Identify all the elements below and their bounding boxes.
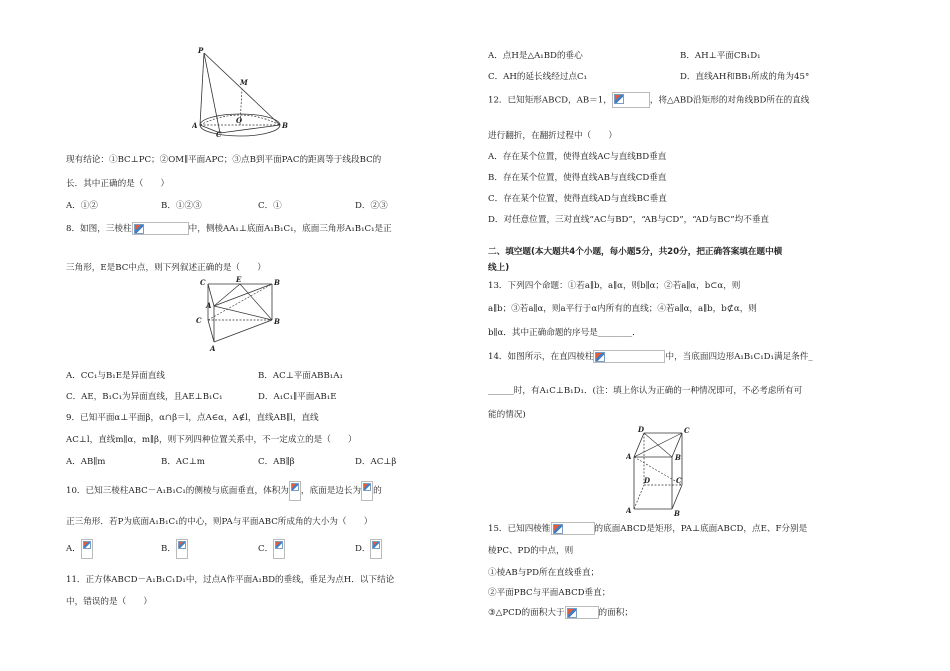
q8-option-c: C．AE，B₁C₁为异面直线，且AE⊥B₁C₁ — [66, 392, 223, 402]
formula-image — [551, 522, 595, 535]
q10-text-part3: 的 — [373, 486, 382, 496]
q15-item-2: ②平面PBC与平面ABCD垂直； — [488, 588, 611, 598]
q8-option-b: B．AC⊥平面ABB₁A₁ — [258, 371, 343, 381]
q7-text-line1: 现有结论：①BC⊥PC；②OM∥平面APC；③点B到平面PAC的距离等于线段BC的 — [66, 155, 382, 165]
formula-image — [612, 92, 650, 108]
section-heading-line1: 二、填空题(本大题共4个小题，每小题5分，共20分，把正确答案填在题中横 — [488, 247, 783, 257]
fig1-label-p: P — [198, 46, 204, 55]
fig1-label-o: O — [236, 116, 243, 125]
fig2-label-a: A — [206, 301, 212, 310]
q9-option-d: D．AC⊥β — [355, 457, 397, 467]
q8-text-line1 — [66, 222, 392, 235]
formula-image — [565, 606, 599, 619]
image-placeholder-icon — [567, 608, 577, 618]
q15-item-1: ①棱AB与PD所在直线垂直； — [488, 568, 600, 578]
q15-text-line2: 棱PC、PD的中点，则 — [488, 546, 574, 556]
fig2-label-e: E — [236, 276, 242, 284]
q15-item-3-part1: ③△PCD的面积大于 — [488, 608, 565, 618]
q10-option-a — [66, 538, 93, 560]
q12-text-line1 — [488, 92, 809, 109]
image-placeholder-icon — [275, 541, 283, 549]
q12-text-part1: 12．已知矩形ABCD，AB＝1， — [488, 95, 612, 106]
q12-option-d: D．对任意位置，三对直线“AC与BD”，“AB与CD”，“AD与BC”均不垂直 — [488, 215, 770, 225]
q14-text-line1 — [488, 350, 813, 364]
q9-option-c: C．AB∥β — [258, 457, 295, 467]
q11-text-line2: 中，错误的是（ ） — [66, 597, 152, 607]
q12-text-part2: ，将△ABD沿矩形的对角线BD所在的直线 — [649, 95, 810, 106]
fig3-label-a: A — [626, 506, 632, 515]
figure-cone — [192, 45, 292, 137]
fig1-label-b: B — [282, 121, 288, 130]
q13-text-line3: b∥α．其中正确命题的序号是________． — [488, 328, 641, 338]
formula-image — [593, 350, 665, 363]
q13-text-line1: 13．下列四个命题：①若a∥b，a∥α，则b∥α；②若a∥α，b⊂α，则 — [488, 281, 741, 291]
q8-text-part1: 8．如图，三棱柱 — [66, 224, 132, 234]
image-placeholder-icon — [553, 524, 563, 534]
image-placeholder-icon — [178, 541, 186, 549]
q7-text-line2: 长．其中正确的是（ ） — [66, 179, 170, 189]
fig2-label-c: C — [200, 278, 206, 287]
q15-text-line1 — [488, 522, 807, 536]
q11-option-d: D．直线AH和BB₁所成的角为45° — [680, 72, 810, 82]
q14-text-part2: 中，当底面四边形A₁B₁C₁D₁满足条件_ — [665, 352, 813, 362]
fig3-label-d: D — [644, 476, 651, 485]
q7-option-c: C．① — [258, 201, 282, 211]
image-placeholder-icon — [372, 541, 380, 549]
image-placeholder-icon — [614, 94, 624, 104]
q7-option-b: B．①②③ — [161, 201, 202, 211]
q14-text-line2: ______时，有A₁C⊥B₁D₁．(注：填上你认为正确的一种情况即可，不必考虑所有可 — [488, 386, 803, 396]
fig2-label-b: B — [274, 278, 280, 287]
formula-image — [176, 539, 188, 559]
fig3-label-b1: B — [675, 453, 681, 462]
q11-text-line1: 11．正方体ABCD－A₁B₁C₁D₁中，过点A作平面A₁BD的垂线，垂足为点H．以下结论 — [66, 575, 395, 585]
fig1-label-c: C — [216, 130, 222, 137]
q9-text-line2: AC⊥l，直线m∥α，m∥β，则下列四种位置关系中，不一定成立的是（ ） — [66, 435, 357, 445]
q15-text-part2: 的底面ABCD是矩形，PA⊥底面ABCD，点E、F分别是 — [594, 524, 808, 534]
fig2-label-c1: C — [196, 316, 202, 325]
q10-text-line1 — [66, 480, 382, 502]
q10-text-part2: ，底面是边长为 — [300, 486, 362, 496]
q10-option-d — [355, 538, 382, 560]
formula-image — [289, 481, 301, 501]
q15-item-3 — [488, 606, 633, 620]
formula-image — [361, 481, 373, 501]
fig2-label-a1: A — [210, 344, 216, 353]
section-heading-line2: 线上) — [488, 263, 510, 273]
q14-text-part1: 14．如图所示，在直四棱柱 — [488, 352, 594, 362]
q10-option-d-label: D． — [355, 544, 371, 554]
q12-option-b: B．存在某个位置，使得直线AB与直线CD垂直 — [488, 173, 667, 183]
image-placeholder-icon — [134, 224, 144, 234]
q12-option-c: C．存在某个位置，使得直线AD与直线BC垂直 — [488, 194, 667, 204]
q8-text-line2: 三角形，E是BC中点，则下列叙述正确的是（ ） — [66, 263, 266, 273]
q8-option-d: D．A₁C₁∥平面AB₁E — [258, 392, 337, 402]
q10-text-line2: 正三角形．若P为底面A₁B₁C₁的中心，则PA与平面ABC所成角的大小为（ ） — [66, 517, 373, 527]
q10-option-a-label: A． — [66, 544, 81, 554]
q14-text-line3: 能的情况) — [488, 410, 526, 420]
fig1-label-m: M — [240, 78, 248, 87]
formula-image — [81, 539, 93, 559]
fig3-label-b: B — [674, 509, 680, 517]
figure-rect-prism — [626, 425, 698, 517]
image-placeholder-icon — [363, 483, 371, 491]
formula-image — [273, 539, 285, 559]
q7-option-d: D．②③ — [355, 201, 388, 211]
fig3-label-d1: D — [638, 425, 645, 434]
q12-option-a: A．存在某个位置，使得直线AC与直线BD垂直 — [488, 152, 667, 162]
q15-item-3-part2: 的面积； — [598, 608, 633, 618]
q11-option-c: C．AH的延长线经过点C₁ — [488, 72, 588, 82]
q10-text-part1: 10．已知三棱柱ABC－A₁B₁C₁的侧棱与底面垂直，体积为 — [66, 486, 289, 496]
q10-option-c — [258, 538, 285, 560]
q9-option-b: B．AC⊥m — [161, 457, 205, 467]
fig1-label-a: A — [192, 121, 198, 130]
q11-option-a: A．点H是△A₁BD的垂心 — [488, 51, 583, 61]
formula-image — [370, 539, 382, 559]
q7-option-a: A．①② — [66, 201, 98, 211]
q11-option-b: B．AH⊥平面CB₁D₁ — [680, 51, 761, 61]
q8-text-part2: 中，侧棱AA₁⊥底面A₁B₁C₁，底面三角形A₁B₁C₁是正 — [188, 224, 392, 234]
image-placeholder-icon — [83, 541, 91, 549]
fig3-label-c: C — [676, 476, 682, 485]
image-placeholder-icon — [595, 352, 605, 362]
fig3-label-c1: C — [684, 426, 690, 435]
q8-option-a: A．CC₁与B₁E是异面直线 — [66, 371, 165, 381]
q9-text-line1: 9．已知平面α⊥平面β，α∩β＝l，点A∈α，A∉l，直线AB∥l，直线 — [66, 413, 319, 423]
q10-option-b — [161, 538, 188, 560]
formula-image — [132, 222, 189, 235]
q12-text-line2: 进行翻折，在翻折过程中（ ） — [488, 131, 617, 141]
q10-option-c-label: C． — [258, 544, 274, 554]
figure-prism — [196, 276, 288, 354]
q15-text-part1: 15．已知四棱锥 — [488, 524, 551, 534]
q10-option-b-label: B． — [161, 544, 176, 554]
q13-text-line2: a∥b；③若a∥α，则a平行于α内所有的直线；④若a∥α，a∥b，b⊄α，则 — [488, 304, 757, 314]
fig2-label-b1: B — [274, 317, 280, 326]
image-placeholder-icon — [291, 483, 299, 491]
q9-option-a: A．AB∥m — [66, 457, 106, 467]
fig3-label-a1: A — [626, 452, 632, 461]
